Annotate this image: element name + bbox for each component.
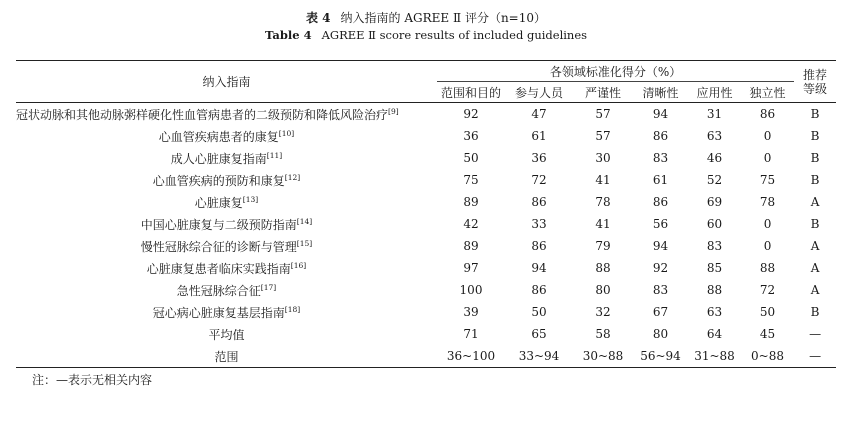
reference-citation: [10] (278, 128, 295, 138)
score-cell: 50 (759, 305, 776, 319)
table-row (16, 169, 836, 191)
score-cell: 45 (759, 327, 776, 341)
score-cell: 97 (463, 261, 479, 275)
guideline-name: 急性冠脉综合征 (176, 283, 261, 298)
score-cell: 58 (595, 327, 611, 341)
score-cell: 36~100 (437, 345, 505, 368)
score-cell: 60 (706, 217, 723, 231)
score-cell: 72 (531, 173, 547, 187)
score-cell: 86 (652, 129, 669, 143)
guideline-name-cell (16, 301, 437, 323)
recommend-grade-cell: B (810, 107, 820, 121)
score-cell: 42 (463, 217, 479, 231)
score-cell: 88 (759, 261, 776, 275)
table-row (16, 213, 836, 235)
agree-score-table-container (16, 60, 836, 368)
score-cell: 0 (763, 217, 772, 231)
score-cell: 94 (652, 239, 669, 253)
guideline-name-cell (16, 125, 437, 147)
score-cell: 36 (531, 151, 547, 165)
header-recommend-line1: 推荐 (803, 67, 828, 82)
recommend-grade-cell: — (794, 345, 836, 368)
guideline-name: 心血管疾病患者的康复 (158, 129, 279, 144)
score-cell: 89 (463, 195, 479, 209)
table-body (16, 103, 836, 368)
reference-citation: [14] (296, 216, 313, 226)
score-cell: 31 (706, 107, 723, 121)
reference-citation: [17] (260, 282, 277, 292)
score-cell: 57 (595, 107, 611, 121)
score-cell: 92 (463, 107, 479, 121)
header-domain-group: 各领域标准化得分（%） (437, 61, 794, 82)
agree-score-table (16, 60, 836, 368)
guideline-name-cell (16, 323, 437, 345)
table-title-cn (0, 10, 852, 26)
guideline-name: 冠状动脉和其他动脉粥样硬化性血管病患者的二级预防和降低风险治疗 (16, 107, 389, 122)
reference-citation: [12] (284, 172, 301, 182)
score-cell: 71 (463, 327, 479, 341)
header-domain: 严谨性 (573, 82, 633, 103)
table-row (16, 235, 836, 257)
table-note: 注：—表示无相关内容 (32, 373, 153, 387)
guideline-name-cell (16, 147, 437, 169)
guideline-name-cell (16, 345, 437, 368)
recommend-grade-cell: B (810, 217, 820, 231)
recommend-grade-cell: A (810, 261, 820, 275)
score-cell: 94 (531, 261, 547, 275)
recommend-grade-cell: B (810, 151, 820, 165)
score-cell: 69 (706, 195, 723, 209)
recommend-grade-cell: A (810, 283, 820, 297)
score-cell: 0 (763, 151, 772, 165)
score-cell: 57 (595, 129, 611, 143)
guideline-name: 冠心病心脏康复基层指南 (152, 305, 285, 320)
score-cell: 80 (652, 327, 669, 341)
header-guide: 纳入指南 (16, 61, 437, 103)
score-cell: 85 (706, 261, 723, 275)
header-recommend-line2: 等级 (803, 81, 828, 96)
table-row (16, 191, 836, 213)
score-cell: 46 (706, 151, 723, 165)
header-domain: 范围和目的 (437, 82, 505, 103)
guideline-name: 平均值 (208, 327, 245, 342)
score-cell: 33 (531, 217, 547, 231)
score-cell: 80 (595, 283, 611, 297)
recommend-grade-cell: — (809, 327, 822, 341)
score-cell: 89 (463, 239, 479, 253)
table-row (16, 323, 836, 345)
score-cell: 88 (706, 283, 723, 297)
guideline-name-cell (16, 235, 437, 257)
score-cell: 63 (706, 129, 723, 143)
table-row (16, 147, 836, 169)
score-cell: 63 (706, 305, 723, 319)
score-cell: 30~88 (573, 345, 633, 368)
score-cell: 86 (759, 107, 776, 121)
score-cell: 61 (652, 173, 669, 187)
score-cell: 86 (531, 195, 547, 209)
header-domain: 参与人员 (505, 82, 573, 103)
recommend-grade-cell: B (810, 173, 820, 187)
score-cell: 79 (595, 239, 611, 253)
guideline-name-cell (16, 213, 437, 235)
score-cell: 72 (759, 283, 776, 297)
table-row (16, 257, 836, 279)
guideline-name: 成人心脏康复指南 (170, 151, 267, 166)
table-row (16, 301, 836, 323)
table-caption-en: AGREE Ⅱ score results of included guidelines (321, 28, 588, 42)
guideline-name: 中国心脏康复与二级预防指南 (140, 217, 297, 232)
score-cell: 56~94 (633, 345, 688, 368)
score-cell: 75 (463, 173, 479, 187)
table-number-en: Table 4 (264, 28, 312, 42)
score-cell: 36 (463, 129, 479, 143)
table-row (16, 345, 836, 368)
score-cell: 83 (652, 283, 669, 297)
score-cell: 0~88 (741, 345, 794, 368)
score-cell: 64 (706, 327, 723, 341)
score-cell: 41 (595, 217, 611, 231)
guideline-name: 心血管疾病的预防和康复 (152, 173, 285, 188)
score-cell: 0 (763, 129, 772, 143)
recommend-grade-cell: A (810, 239, 820, 253)
guideline-name: 范围 (214, 349, 239, 364)
score-cell: 47 (531, 107, 547, 121)
reference-citation: [15] (296, 238, 313, 248)
score-cell: 52 (706, 173, 723, 187)
score-cell: 50 (531, 305, 547, 319)
score-cell: 50 (463, 151, 479, 165)
guideline-name-cell (16, 191, 437, 213)
reference-citation: [16] (290, 260, 307, 270)
guideline-name-cell (16, 103, 437, 126)
score-cell: 31~88 (688, 345, 741, 368)
recommend-grade-cell: A (810, 195, 820, 209)
score-cell: 86 (531, 239, 547, 253)
guideline-name-cell (16, 279, 437, 301)
header-domain: 应用性 (688, 82, 741, 103)
guideline-name: 心脏康复患者临床实践指南 (146, 261, 291, 276)
score-cell: 94 (652, 107, 669, 121)
table-title-en (0, 28, 852, 43)
score-cell: 61 (531, 129, 547, 143)
score-cell: 65 (531, 327, 547, 341)
header-domain: 清晰性 (633, 82, 688, 103)
guideline-name: 慢性冠脉综合征的诊断与管理 (140, 239, 297, 254)
score-cell: 86 (652, 195, 669, 209)
score-cell: 92 (652, 261, 669, 275)
table-number-cn: 表 4 (306, 11, 331, 25)
score-cell: 100 (459, 283, 483, 297)
score-cell: 39 (463, 305, 479, 319)
score-cell: 41 (595, 173, 611, 187)
score-cell: 78 (595, 195, 611, 209)
score-cell: 32 (595, 305, 611, 319)
score-cell: 86 (531, 283, 547, 297)
score-cell: 33~94 (505, 345, 573, 368)
table-row (16, 279, 836, 301)
reference-citation: [11] (266, 150, 283, 160)
table-row (16, 125, 836, 147)
score-cell: 83 (652, 151, 669, 165)
score-cell: 88 (595, 261, 611, 275)
table-row (16, 103, 836, 126)
score-cell: 30 (595, 151, 611, 165)
score-cell: 56 (652, 217, 669, 231)
reference-citation: [18] (284, 304, 301, 314)
score-cell: 67 (652, 305, 669, 319)
guideline-name: 心脏康复 (194, 195, 243, 210)
table-caption-cn: 纳入指南的 AGREE Ⅱ 评分（n=10） (340, 11, 546, 25)
score-cell: 83 (706, 239, 723, 253)
reference-citation: [9] (388, 106, 399, 116)
recommend-grade-cell: B (810, 305, 820, 319)
header-recommend-grade (794, 61, 836, 103)
reference-citation: [13] (242, 194, 259, 204)
score-cell: 0 (763, 239, 772, 253)
header-domain: 独立性 (741, 82, 794, 103)
recommend-grade-cell: B (810, 129, 820, 143)
guideline-name-cell (16, 257, 437, 279)
guideline-name-cell (16, 169, 437, 191)
score-cell: 75 (759, 173, 776, 187)
score-cell: 78 (759, 195, 776, 209)
